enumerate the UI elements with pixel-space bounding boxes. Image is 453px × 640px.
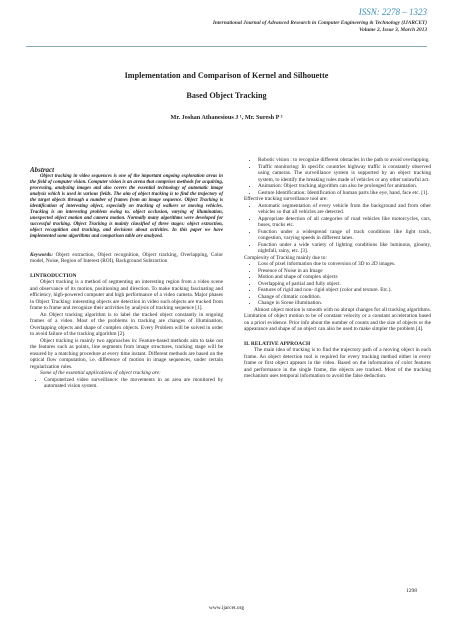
page-number: 1298: [406, 588, 417, 594]
keywords: [30, 252, 223, 265]
list-item: • Automatic segmentation of every vehicle from the background and from other vehicles so that all vehicles are detected.: [258, 203, 431, 216]
paper-title: [26, 70, 427, 102]
list-item: • Presence of Noise in an Image: [258, 268, 431, 275]
abstract-heading: Abstract: [30, 166, 55, 174]
complexity-heading: Complexity of Tracking mainly due to:: [244, 254, 327, 261]
issn: ISSN: 2278 – 1323: [358, 7, 427, 17]
list-item: • Motion and shape of complex objects: [258, 274, 431, 281]
keywords-text: Object extraction, Object recognition, Object tracking, Overlapping, Color model, Noise, Region of Interest (ROI), Background Subtraction: [30, 251, 223, 265]
footer-url: www.ijarcet.org: [208, 605, 245, 611]
relative-approach-heading: II. RELATIVE APPROACH: [244, 340, 311, 347]
list-item: • Features of rigid and non- rigid object (color and texture. Etc.).: [258, 287, 431, 294]
list-item: • Overlapping of partial and fully object.: [258, 281, 431, 288]
abstract-text: Object tracking in video sequences is one of the important ongoing exploration areas in the field of computer vision. Computer vision is an arena that comprises methods for acquiring, processing, analyzing images and also covers the essential technology of automatic image analysis which is used in various fields. The aim of object tracking is to find the trajectory of the target objects through a number of frames from an image sequence. Object Tracking is identification of interesting object, especially on tracking of walkers or moving vehicles. Tracking is an interesting problem owing to, object occlusion, varying of illumination, unexpected object motion and camera motion. Normally many algorithms were developed for successful tracking. Object Tracking is mainly classified of three stages: object extraction, object recognition and tracking, and decisions about activities. In this paper we have implemented some algorithms and comparison table are analyzed.: [30, 173, 223, 240]
list-item: • Traffic monitoring: In specific countries highway traffic is constantly observed using cameras. The surveillance system is supported by an object tracking system, to identify the breaking rules made of vehicles or any other unlawful act.: [258, 164, 431, 184]
journal-name: International Journal of Advanced Research in Computer Engineering & Technology (IJARCET): [212, 20, 427, 26]
list-item: • Loss of pixel information due to conversion of 3D to 2D images.: [258, 261, 431, 268]
complexity-list: [244, 261, 431, 307]
list-item: • Animation: Object tracking algorithm can also be prolonged for animation.: [258, 183, 431, 190]
list-item: • Function under a widespread range of track conditions like light track, congestion, varying speeds in different lanes.: [258, 229, 431, 242]
list-item: • Appropriate detection of all categories of road vehicles like motorcycles, cars, buses, trucks etc.: [258, 216, 431, 229]
journal-header: [7, 20, 427, 34]
list-item: • Change of climatic condition.: [258, 294, 431, 301]
surveillance-list: [244, 203, 431, 255]
effective-heading: Effective tracking surveillance tool are:: [244, 196, 328, 202]
list-item: • Gesture Identification: Identification of human parts like eye, hand, face etc. [1].: [258, 190, 431, 197]
authors: Mr. Joshan Athanesious J ¹, Mr. Suresh P ²: [170, 114, 283, 121]
right-column: [244, 157, 431, 380]
list-item: • Robotic vision : to recognize different obstacles in the path to avoid overlapping.: [258, 157, 431, 164]
list-item: • Function under a wide variety of lighting conditions like luminous, gloomy, nightfall, rainy, etc. [3].: [258, 242, 431, 255]
intro-paragraph-2: An Object tracking algorithm is to label the tracked object constantly in ongoing frames of a video. Most of the problems in tracking are changes of illumination, Overlapping objects and shape of complex objects. Every Problem will be solved in order to avoid failure of the tracking algorithm [2].: [30, 311, 223, 338]
journal-volume: Volume 2, Issue 3, March 2013: [359, 27, 427, 33]
complexity-paragraph: Almost object motion is smooth with no abrupt changes for all tracking algorithms. Limitation of object motion to be of constant velocity or a constant acceleration based on a priori evidence. Prior info about the number of counts and the size of objects or the appearance and shape of an object can also be used to make simpler the problem [4].: [244, 306, 431, 332]
applications-list-continued: [244, 157, 431, 196]
relative-approach-paragraph: The main idea of tracking is to find the trajectory path of a moving object in each frame. An object detection tool is required for every tracking method either in every frame or first object appears in the video. Based on the information of color features and performance in the single frame, the objects are tracked. Most of the tracking mechanism uses temporal information to avoid the false deduction.: [244, 347, 431, 379]
applications-list: [30, 377, 223, 390]
list-item: • Computerized video surveillance: the movements in an area are monitored by automated vision system.: [44, 377, 223, 390]
title-line-1: Implementation and Comparison of Kernel and Silhouette: [124, 71, 329, 80]
list-item: • Change in Scene illumination.: [258, 300, 431, 307]
intro-heading: I.INTRODUCTION: [30, 272, 77, 279]
header-rule: [26, 46, 427, 47]
left-column: [30, 157, 223, 390]
keywords-label: Keywords:: [30, 251, 53, 258]
intro-paragraph-1: Object tracking is a method of segmenting an interesting region from a video scene and observance of its motion, positioning and direction. To make tracking fascinating and efficiency, high-powered computer and high performance of a video camera. Major phases in Object Tracking: interesting objects are detection in video such objects are tracked from frame to frame and recognize their activities by analysis of tracking sequence [1].: [30, 279, 223, 312]
intro-paragraph-3: Object tracking is mainly two approaches in: Feature-based methods aim to take out the features such as points, line segments from image structures, tracking stage will be ensured by a matching procedure at every time instant. Different methods are based on the optical flow computation, i.e. difference of motion in image sequences, under certain regularization rules.: [30, 337, 223, 370]
title-line-2: Based Object Tracking: [186, 91, 267, 100]
intro-paragraph-4: Some of the essential applications of object tracking are:: [40, 370, 161, 377]
